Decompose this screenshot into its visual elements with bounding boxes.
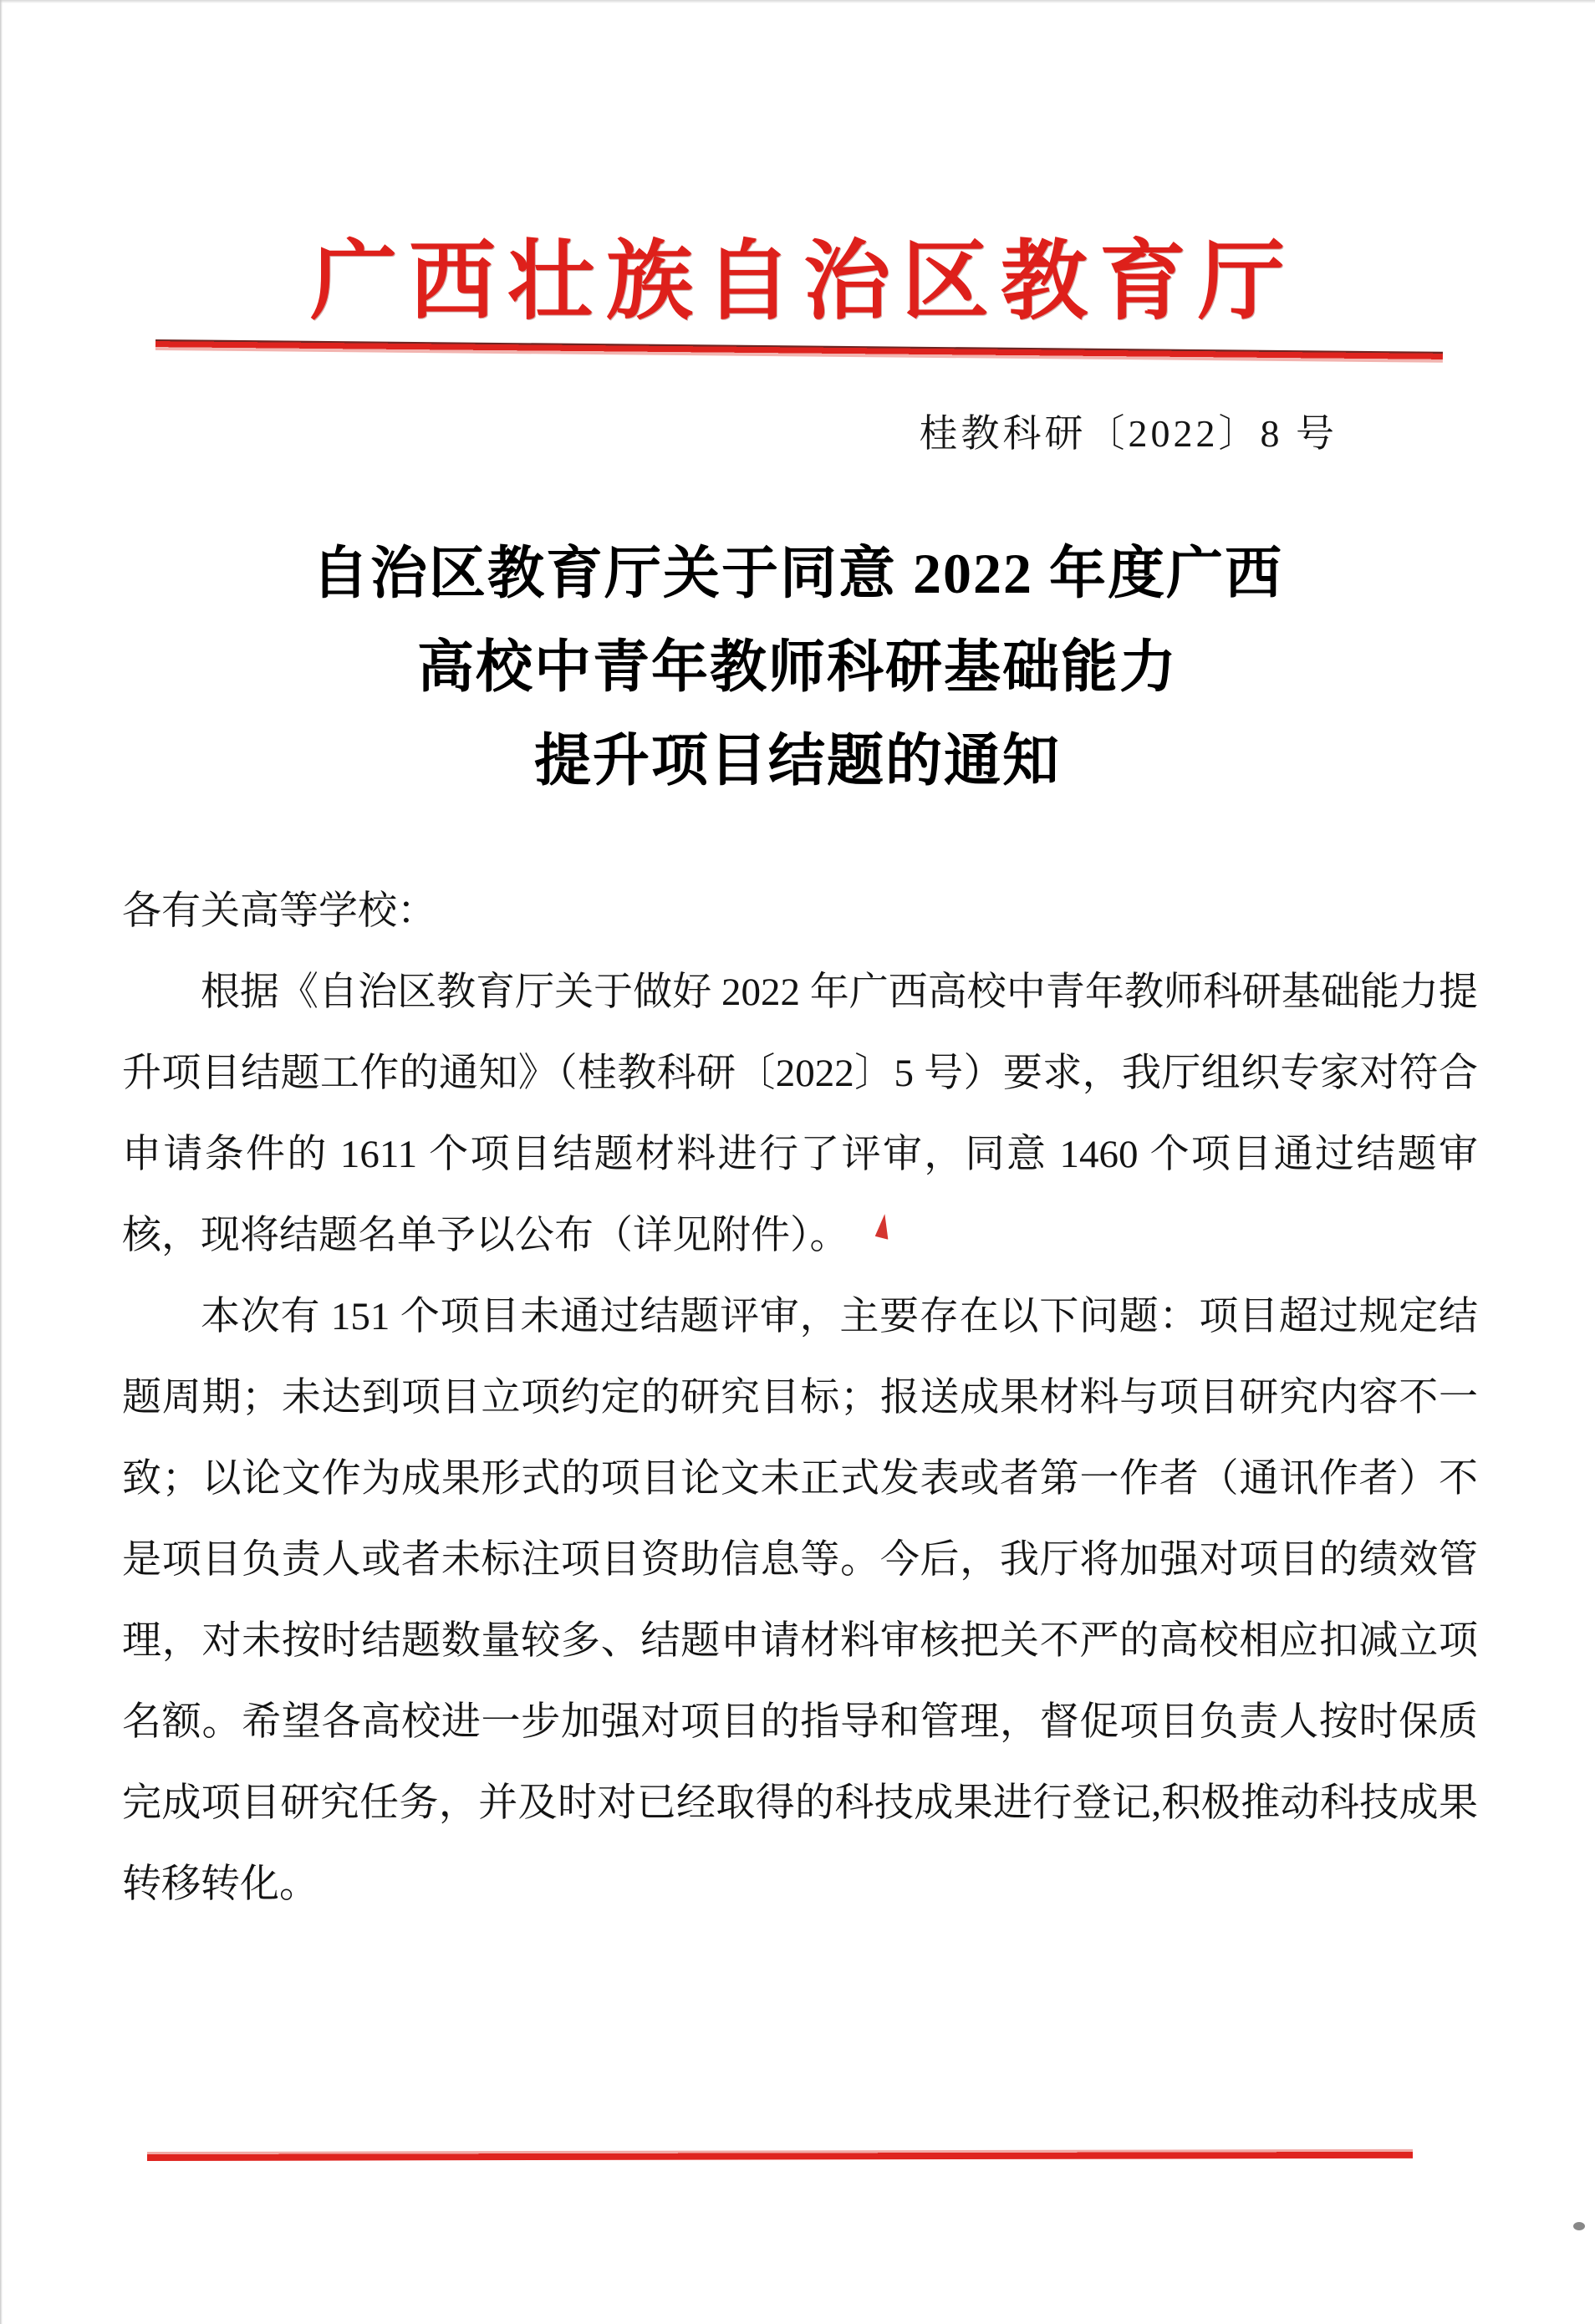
scan-speck <box>1573 2222 1585 2230</box>
body-paragraph-2: 本次有 151 个项目未通过结题评审，主要存在以下问题：项目超过规定结题周期；未达到项目立项约定的研究目标；报送成果材料与项目研究内容不一致；以论文作为成果形式的项目论文未正式发表或者第一作者（通讯作者）不是项目负责人或者未标注项目资助信息等。今后，我厅将加强对项目的绩效管理，对未按时结题数量较多、结题申请材料审核把关不严的高校相应扣减立项名额。希望各高校进一步加强对项目的指导和管理，督促项目负责人按时保质完成项目研究任务，并及时对已经取得的科技成果进行登记,积极推动科技成果转移转化。 <box>122 1295 1478 1906</box>
scan-edge-top <box>0 0 1595 3</box>
document-title-line-3: 提升项目结题的通知 <box>533 729 1061 793</box>
footer-divider-line <box>147 2149 1413 2161</box>
salutation: 各有关高等学校： <box>122 889 436 933</box>
letterhead-divider-line <box>155 339 1443 363</box>
letterhead-agency-name: 广西壮族自治区教育厅 <box>309 234 1297 330</box>
document-title-line-1: 自治区教育厅关于同意 2022 年度广西 <box>311 542 1283 605</box>
document-body <box>122 871 1478 1925</box>
scan-edge-left <box>0 0 3 2324</box>
document-title <box>125 527 1470 808</box>
document-title-line-2: 高校中青年教师科研基础能力 <box>416 635 1178 699</box>
body-paragraph-1: 根据《自治区教育厅关于做好 2022 年广西高校中青年教师科研基础能力提升项目结题工作的通知》（桂教科研〔2022〕5 号）要求，我厅组织专家对符合申请条件的 1611 个项目结题材料进行了评审，同意 1460 个项目通过结题审核，现将结题名单予以公布（详见附件）。 <box>122 971 1478 1257</box>
document-number: 桂教科研〔2022〕8 号 <box>919 412 1338 455</box>
